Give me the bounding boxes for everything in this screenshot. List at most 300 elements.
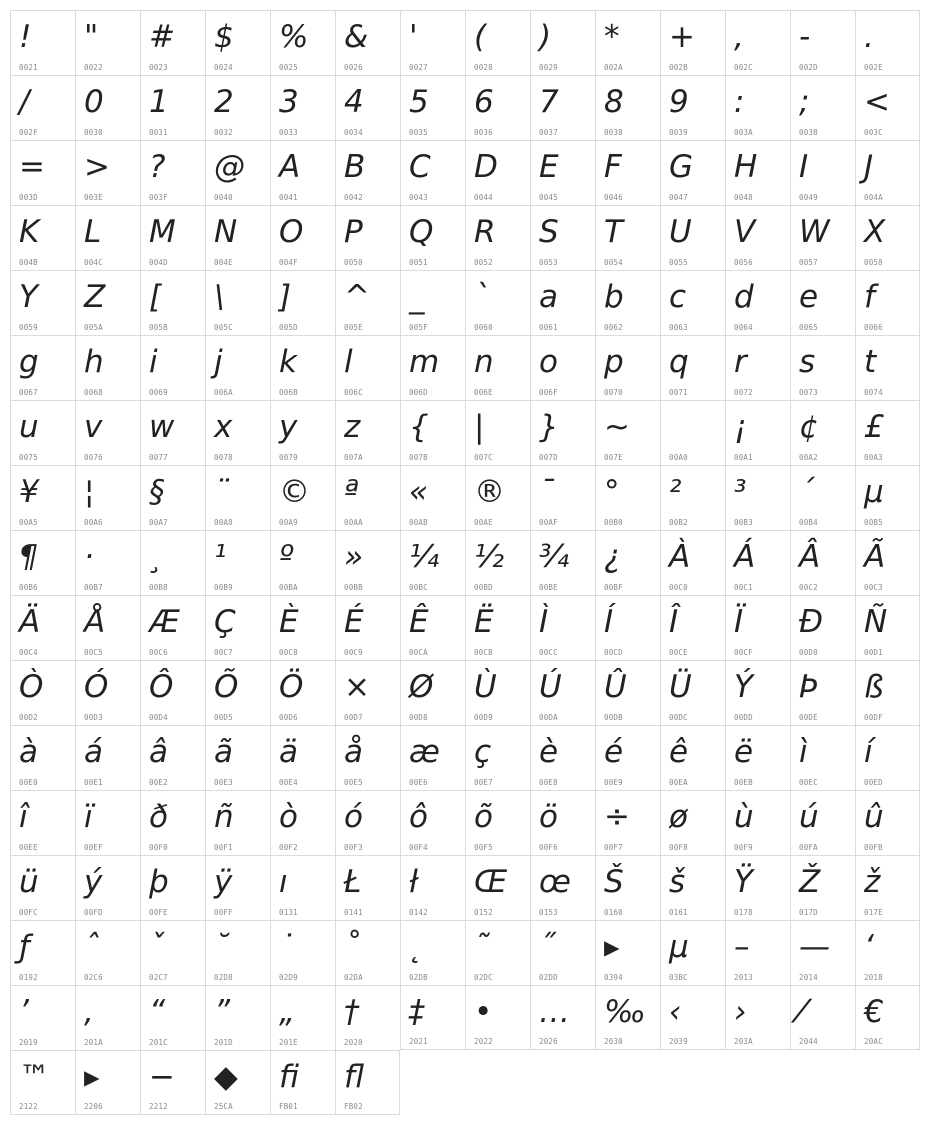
glyph-char: W — [799, 214, 830, 250]
glyph-cell — [270, 660, 335, 725]
glyph-cell — [400, 985, 465, 1050]
glyph-char: Q — [409, 214, 434, 250]
glyph-code: 00B5 — [864, 518, 883, 527]
glyph-cell — [660, 855, 725, 920]
glyph-char: ¥ — [19, 474, 39, 510]
glyph-code: 0078 — [214, 453, 233, 462]
glyph-char: ° — [604, 474, 620, 510]
glyph-cell — [790, 335, 855, 400]
glyph-code: 00C6 — [149, 648, 168, 657]
glyph-cell — [10, 10, 75, 75]
glyph-code: 003F — [149, 193, 168, 202]
glyph-char: Ù — [474, 669, 497, 705]
glyph-char: ‹ — [669, 994, 682, 1030]
glyph-code: 003B — [799, 128, 818, 137]
glyph-cell — [140, 725, 205, 790]
glyph-code: 00DF — [864, 713, 883, 722]
glyph-char: ¯ — [539, 474, 555, 510]
glyph-char: ' — [409, 19, 418, 55]
glyph-cell — [205, 335, 270, 400]
glyph-code: 0057 — [799, 258, 818, 267]
glyph-code: 0024 — [214, 63, 233, 72]
glyph-char: ˜ — [474, 929, 490, 965]
glyph-char: f — [864, 279, 875, 315]
glyph-char: B — [344, 149, 366, 185]
glyph-char: ł — [409, 864, 418, 900]
glyph-code: 0050 — [344, 258, 363, 267]
glyph-code: 00B3 — [734, 518, 753, 527]
glyph-code: 0131 — [279, 908, 298, 917]
glyph-code: 0030 — [84, 128, 103, 137]
glyph-cell — [530, 920, 595, 985]
glyph-char: > — [84, 149, 110, 185]
glyph-code: 00AE — [474, 518, 493, 527]
glyph-char: R — [474, 214, 496, 250]
glyph-cell — [140, 465, 205, 530]
glyph-code: 00CE — [669, 648, 688, 657]
glyph-cell — [595, 855, 660, 920]
glyph-code: 2022 — [474, 1037, 493, 1046]
glyph-code: 0023 — [149, 63, 168, 72]
glyph-code: 02D9 — [279, 973, 298, 982]
glyph-cell — [790, 205, 855, 270]
glyph-code: 02DD — [539, 973, 558, 982]
glyph-char: ú — [799, 799, 819, 835]
glyph-code: 00A6 — [84, 518, 103, 527]
glyph-cell — [335, 985, 400, 1050]
glyph-cell — [140, 140, 205, 205]
glyph-cell — [465, 790, 530, 855]
glyph-code: 0043 — [409, 193, 428, 202]
glyph-code: 00EF — [84, 843, 103, 852]
glyph-code: 203A — [734, 1037, 753, 1046]
glyph-cell — [75, 790, 140, 855]
glyph-cell — [530, 335, 595, 400]
glyph-char: p — [604, 344, 624, 380]
glyph-cell — [205, 75, 270, 140]
glyph-code: 0044 — [474, 193, 493, 202]
glyph-char: ä — [279, 734, 298, 770]
glyph-char: - — [799, 19, 811, 55]
glyph-cell — [465, 985, 530, 1050]
glyph-code: 0077 — [149, 453, 168, 462]
glyph-char: Ÿ — [734, 864, 753, 900]
glyph-cell — [205, 270, 270, 335]
glyph-cell — [790, 725, 855, 790]
glyph-cell — [75, 725, 140, 790]
glyph-cell — [205, 660, 270, 725]
glyph-char: } — [539, 409, 559, 445]
glyph-char: / — [19, 84, 30, 120]
glyph-code: 00AB — [409, 518, 428, 527]
glyph-code: 0048 — [734, 193, 753, 202]
glyph-char: = — [19, 149, 45, 185]
glyph-char: ª — [344, 474, 359, 510]
glyph-code: 00E8 — [539, 778, 558, 787]
glyph-char: · — [84, 539, 94, 575]
glyph-code: 00F0 — [149, 843, 168, 852]
glyph-char: w — [149, 409, 175, 445]
glyph-code: 017D — [799, 908, 818, 917]
glyph-char: À — [669, 539, 691, 575]
glyph-code: 00D5 — [214, 713, 233, 722]
glyph-code: 00B9 — [214, 583, 233, 592]
glyph-cell — [530, 465, 595, 530]
glyph-char: æ — [409, 734, 440, 770]
glyph-code: 0027 — [409, 63, 428, 72]
glyph-code: 006B — [279, 388, 298, 397]
glyph-char: 7 — [539, 84, 559, 120]
glyph-char: % — [279, 19, 309, 55]
glyph-cell — [790, 855, 855, 920]
glyph-char: ü — [19, 864, 39, 900]
glyph-code: 25CA — [214, 1102, 233, 1111]
glyph-char: Î — [669, 604, 679, 640]
glyph-cell — [855, 400, 920, 465]
glyph-code: 004E — [214, 258, 233, 267]
glyph-cell — [465, 10, 530, 75]
glyph-char: Ë — [474, 604, 494, 640]
glyph-code: 0031 — [149, 128, 168, 137]
glyph-char: Í — [604, 604, 614, 640]
glyph-cell — [205, 790, 270, 855]
glyph-code: 002F — [19, 128, 38, 137]
glyph-char: Y — [19, 279, 38, 315]
glyph-code: 00FF — [214, 908, 233, 917]
glyph-char: Õ — [214, 669, 239, 705]
glyph-code: 20AC — [864, 1037, 883, 1046]
glyph-char: 4 — [344, 84, 364, 120]
glyph-cell — [10, 140, 75, 205]
glyph-cell — [595, 140, 660, 205]
glyph-code: 0065 — [799, 323, 818, 332]
glyph-code: 0141 — [344, 908, 363, 917]
glyph-code: 003A — [734, 128, 753, 137]
glyph-char: ! — [19, 19, 32, 55]
glyph-code: 005D — [279, 323, 298, 332]
glyph-cell — [660, 465, 725, 530]
glyph-code: 0073 — [799, 388, 818, 397]
glyph-cell — [660, 10, 725, 75]
glyph-char: x — [214, 409, 233, 445]
glyph-code: 0046 — [604, 193, 623, 202]
glyph-code: 0153 — [539, 908, 558, 917]
glyph-cell — [855, 465, 920, 530]
glyph-code: 0142 — [409, 908, 428, 917]
glyph-cell — [75, 335, 140, 400]
glyph-cell — [205, 985, 270, 1050]
glyph-cell — [140, 855, 205, 920]
glyph-code: 0178 — [734, 908, 753, 917]
glyph-cell — [270, 465, 335, 530]
glyph-char: ˙ — [279, 929, 295, 965]
glyph-char: ö — [539, 799, 558, 835]
glyph-cell — [270, 855, 335, 920]
glyph-code: 0026 — [344, 63, 363, 72]
glyph-cell — [595, 790, 660, 855]
glyph-code: 0032 — [214, 128, 233, 137]
glyph-char: C — [409, 149, 431, 185]
glyph-char: q — [669, 344, 689, 380]
glyph-code: 00C7 — [214, 648, 233, 657]
glyph-char: Ò — [19, 669, 44, 705]
glyph-char: ß — [864, 669, 884, 705]
glyph-cell — [75, 985, 140, 1050]
glyph-code: 006F — [539, 388, 558, 397]
glyph-code: 00DD — [734, 713, 753, 722]
glyph-cell — [855, 985, 920, 1050]
glyph-code: 004B — [19, 258, 38, 267]
glyph-cell — [335, 595, 400, 660]
glyph-cell — [140, 400, 205, 465]
glyph-code: 00C0 — [669, 583, 688, 592]
glyph-cell — [140, 335, 205, 400]
glyph-cell — [10, 595, 75, 660]
glyph-code: FB02 — [344, 1102, 363, 1111]
glyph-cell — [335, 75, 400, 140]
glyph-char: H — [734, 149, 758, 185]
glyph-char: õ — [474, 799, 493, 835]
glyph-code: 00B6 — [19, 583, 38, 592]
glyph-code: 00D7 — [344, 713, 363, 722]
glyph-code: 00D9 — [474, 713, 493, 722]
glyph-cell — [660, 530, 725, 595]
glyph-code: 2018 — [864, 973, 883, 982]
glyph-code: 004A — [864, 193, 883, 202]
glyph-cell — [660, 270, 725, 335]
glyph-cell — [595, 400, 660, 465]
glyph-code: 002D — [799, 63, 818, 72]
glyph-char: # — [149, 19, 175, 55]
glyph-cell — [530, 75, 595, 140]
glyph-char: ð — [149, 799, 168, 835]
glyph-char: ô — [409, 799, 428, 835]
glyph-code: 00F3 — [344, 843, 363, 852]
glyph-char: ¼ — [409, 539, 440, 575]
glyph-cell — [595, 75, 660, 140]
glyph-char: È — [279, 604, 299, 640]
glyph-char: Å — [84, 604, 106, 640]
glyph-code: 00E6 — [409, 778, 428, 787]
glyph-cell — [140, 75, 205, 140]
glyph-code: 007D — [539, 453, 558, 462]
glyph-cell — [465, 725, 530, 790]
glyph-cell — [10, 1050, 75, 1115]
glyph-cell — [140, 530, 205, 595]
glyph-cell — [10, 725, 75, 790]
glyph-cell — [725, 465, 790, 530]
glyph-cell — [140, 270, 205, 335]
glyph-char: ² — [669, 474, 682, 510]
glyph-cell — [400, 725, 465, 790]
glyph-cell — [10, 855, 75, 920]
glyph-code: 02DB — [409, 973, 428, 982]
glyph-code: 2021 — [409, 1037, 428, 1046]
glyph-char: + — [669, 19, 695, 55]
glyph-char: Ï — [734, 604, 744, 640]
glyph-cell — [335, 335, 400, 400]
glyph-char: … — [539, 994, 570, 1030]
glyph-char: 5 — [409, 84, 429, 120]
glyph-cell — [660, 660, 725, 725]
glyph-cell — [270, 1050, 335, 1115]
glyph-code: 0049 — [799, 193, 818, 202]
glyph-cell — [790, 140, 855, 205]
glyph-cell — [595, 920, 660, 985]
glyph-char: ™ — [19, 1059, 50, 1095]
glyph-code: 00CA — [409, 648, 428, 657]
glyph-cell — [595, 530, 660, 595]
glyph-code: 00D6 — [279, 713, 298, 722]
glyph-code: 0058 — [864, 258, 883, 267]
glyph-cell — [75, 205, 140, 270]
glyph-char: μ — [669, 929, 689, 965]
glyph-cell — [790, 270, 855, 335]
glyph-code: 00EC — [799, 778, 818, 787]
glyph-char: Ê — [409, 604, 429, 640]
glyph-code: 0075 — [19, 453, 38, 462]
glyph-cell — [400, 270, 465, 335]
glyph-cell — [855, 140, 920, 205]
glyph-char: Ì — [539, 604, 549, 640]
glyph-cell — [725, 660, 790, 725]
glyph-char: â — [149, 734, 168, 770]
glyph-code: 00E1 — [84, 778, 103, 787]
glyph-char: ‡ — [409, 994, 425, 1030]
glyph-cell — [75, 400, 140, 465]
glyph-code: 0042 — [344, 193, 363, 202]
glyph-char: í — [864, 734, 873, 770]
glyph-code: 00BB — [344, 583, 363, 592]
glyph-cell — [465, 140, 530, 205]
glyph-cell — [530, 985, 595, 1050]
glyph-cell — [660, 985, 725, 1050]
glyph-code: 2013 — [734, 973, 753, 982]
glyph-cell — [790, 920, 855, 985]
glyph-code: 0054 — [604, 258, 623, 267]
glyph-char: º — [279, 539, 294, 575]
glyph-code: 00EA — [669, 778, 688, 787]
glyph-cell — [75, 140, 140, 205]
glyph-cell — [335, 855, 400, 920]
glyph-code: 00FD — [84, 908, 103, 917]
glyph-cell — [75, 465, 140, 530]
glyph-cell — [205, 595, 270, 660]
glyph-char: e — [799, 279, 819, 315]
glyph-char: Ó — [84, 669, 109, 705]
glyph-char: ¹ — [214, 539, 227, 575]
glyph-cell — [465, 335, 530, 400]
glyph-cell — [10, 75, 75, 140]
glyph-code: 00A8 — [214, 518, 233, 527]
glyph-char: ˝ — [539, 929, 555, 965]
glyph-char: { — [409, 409, 429, 445]
glyph-cell — [205, 400, 270, 465]
glyph-code: 00C2 — [799, 583, 818, 592]
glyph-code: 00EE — [19, 843, 38, 852]
glyph-cell — [790, 465, 855, 530]
glyph-code: 00A1 — [734, 453, 753, 462]
glyph-char: “ — [149, 994, 166, 1030]
glyph-cell — [75, 75, 140, 140]
glyph-char: ƒ — [19, 929, 30, 965]
glyph-code: FB01 — [279, 1102, 298, 1111]
glyph-char: Œ — [474, 864, 508, 900]
glyph-char: ` — [474, 279, 490, 315]
glyph-cell — [335, 920, 400, 985]
glyph-char: ˘ — [214, 929, 230, 965]
glyph-char: ® — [474, 474, 505, 510]
glyph-code: 2044 — [799, 1037, 818, 1046]
glyph-cell — [790, 75, 855, 140]
glyph-char: 3 — [279, 84, 299, 120]
glyph-cell — [725, 140, 790, 205]
glyph-code: 00C4 — [19, 648, 38, 657]
glyph-code: 0056 — [734, 258, 753, 267]
glyph-code: 0021 — [19, 63, 38, 72]
glyph-cell — [855, 660, 920, 725]
glyph-char: m — [409, 344, 440, 380]
glyph-cell — [335, 790, 400, 855]
glyph-char: [ — [149, 279, 162, 315]
glyph-char: ÷ — [604, 799, 630, 835]
glyph-cell — [75, 530, 140, 595]
glyph-cell — [335, 465, 400, 530]
glyph-code: 2122 — [19, 1102, 38, 1111]
glyph-code: 00A2 — [799, 453, 818, 462]
glyph-code: 002A — [604, 63, 623, 72]
glyph-code: 0022 — [84, 63, 103, 72]
glyph-char: ◆ — [214, 1059, 238, 1095]
glyph-code: 00DC — [669, 713, 688, 722]
glyph-cell — [465, 270, 530, 335]
glyph-code: 0068 — [84, 388, 103, 397]
glyph-code: 0036 — [474, 128, 493, 137]
glyph-cell — [140, 10, 205, 75]
glyph-code: 2014 — [799, 973, 818, 982]
glyph-char: ] — [279, 279, 292, 315]
glyph-cell — [400, 400, 465, 465]
glyph-cell — [790, 790, 855, 855]
glyph-code: 004F — [279, 258, 298, 267]
glyph-code: 00E3 — [214, 778, 233, 787]
glyph-code: 00D4 — [149, 713, 168, 722]
glyph-char: ó — [344, 799, 363, 835]
glyph-char: Û — [604, 669, 627, 705]
glyph-char: ⁄ — [799, 994, 805, 1030]
glyph-cell — [855, 790, 920, 855]
glyph-char: Ł — [344, 864, 362, 900]
glyph-char: á — [84, 734, 103, 770]
glyph-code: 00A0 — [669, 453, 688, 462]
glyph-code: 0059 — [19, 323, 38, 332]
glyph-char: × — [344, 669, 370, 705]
glyph-cell — [465, 530, 530, 595]
glyph-char: Ô — [149, 669, 174, 705]
glyph-char: © — [279, 474, 310, 510]
glyph-cell — [725, 75, 790, 140]
glyph-code: 0160 — [604, 908, 623, 917]
glyph-cell — [10, 790, 75, 855]
glyph-cell — [205, 530, 270, 595]
glyph-code: 00F1 — [214, 843, 233, 852]
glyph-char: Ö — [279, 669, 304, 705]
glyph-char: µ — [864, 474, 884, 510]
glyph-char: Æ — [149, 604, 180, 640]
glyph-cell — [75, 270, 140, 335]
glyph-char: ‚ — [84, 994, 94, 1030]
glyph-code: 00BE — [539, 583, 558, 592]
